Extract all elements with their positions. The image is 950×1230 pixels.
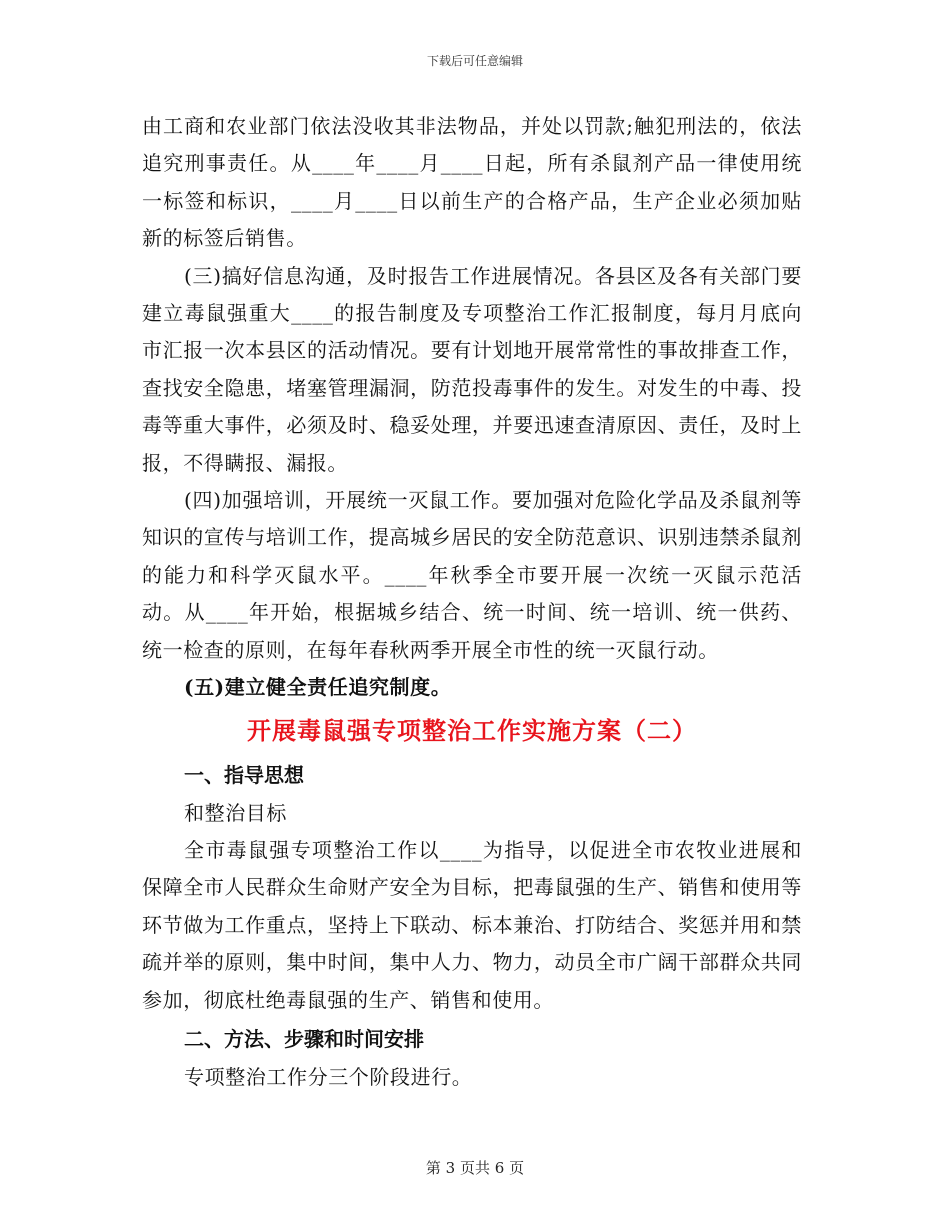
section-title: 开展毒鼠强专项整治工作实施方案（二）	[247, 715, 697, 745]
paragraph-6: 全市毒鼠强专项整治工作以____为指导，以促进全市农牧业进展和保障全市人民群众生命财产安全为目标，把毒鼠强的生产、销售和使用等环节做为工作重点，坚持上下联动、标本兼治、打防结合、奖惩并用和禁疏并举的原则，集中时间，集中人力、物力，动员全市广阔干部群众共同参加，彻底杜绝毒鼠强的生产、销售和使用。	[142, 837, 802, 1012]
page-header: 下载后可任意编辑	[426, 54, 523, 68]
heading-methods-steps: 二、方法、步骤和时间安排	[184, 1026, 424, 1051]
paragraph-7: 专项整治工作分三个阶段进行。	[184, 1064, 473, 1089]
page-footer: 第 3 页共 6 页	[425, 1159, 525, 1177]
paragraph-5: 和整治目标	[184, 800, 287, 825]
document-body	[142, 108, 802, 1096]
paragraph-3: (四)加强培训，开展统一灭鼠工作。要加强对危险化学品及杀鼠剂等知识的宣传与培训工作，提高城乡居民的安全防范意识、识别违禁杀鼠剂的能力和科学灭鼠水平。____年秋季全市要开展一次统一灭鼠示范活动。从____年开始，根据城乡结合、统一时间、统一培训、统一供药、统一检查的原则，在每年春秋两季开展全市性的统一灭鼠行动。	[142, 488, 802, 662]
heading-guiding-ideology: 一、指导思想	[184, 762, 304, 787]
paragraph-4: (五)建立健全责任追究制度。	[184, 675, 452, 700]
paragraph-1: 由工商和农业部门依法没收其非法物品，并处以罚款;触犯刑法的，依法追究刑事责任。从____年____月____日起，所有杀鼠剂产品一律使用统一标签和标识，____月____日以前生产的合格产品，生产企业必须加贴新的标签后销售。	[142, 114, 802, 251]
paragraph-2: (三)搞好信息沟通，及时报告工作进展情况。各县区及各有关部门要建立毒鼠强重大____的报告制度及专项整治工作汇报制度，每月月底向市汇报一次本县区的活动情况。要有计划地开展常常性的事故排查工作，查找安全隐患，堵塞管理漏洞，防范投毒事件的发生。对发生的中毒、投毒等重大事件，必须及时、稳妥处理，并要迅速查清原因、责任，及时上报，不得瞒报、漏报。	[142, 263, 802, 475]
